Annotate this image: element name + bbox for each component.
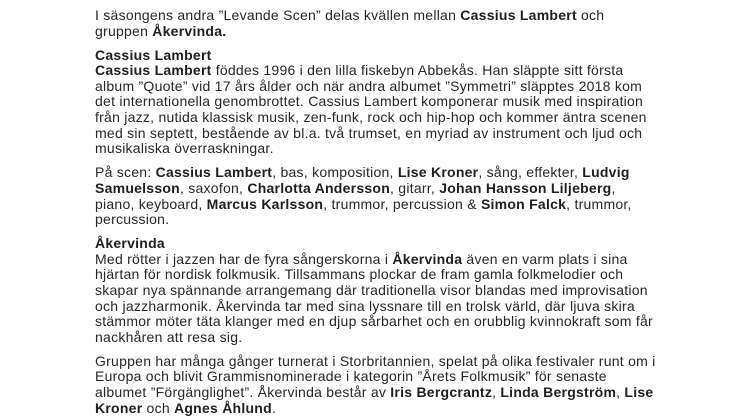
emphasized-name: Simon Falck bbox=[480, 195, 567, 212]
paragraph-akervinda-bio bbox=[95, 236, 657, 345]
text-run: . bbox=[271, 399, 277, 416]
text-run: även en varm plats i sina hjärtan för nordisk folkmusik. Tillsammans plockar de fram gamla folkmelodier och skapar nya spännande arrangemang där traditionella visor blandas med improvisation och jazzharmonik. Åkervinda tar med sina lyssnare till en trolsk värld, där ljuva skira stämmor möter täta klanger med en djup sårbarhet och en orubblig kvinnokraft som får nackhåren att resa sig. bbox=[95, 250, 653, 345]
text-run: , gitarr, bbox=[390, 179, 440, 196]
emphasized-name: Cassius Lambert bbox=[155, 164, 273, 181]
emphasized-name: Cassius Lambert bbox=[95, 62, 212, 79]
section-heading: Cassius Lambert bbox=[95, 46, 212, 63]
text-run: , bas, komposition, bbox=[272, 164, 398, 181]
text-run: På scen: bbox=[95, 164, 156, 181]
text-run: , bbox=[492, 384, 501, 401]
text-run: , saxofon, bbox=[179, 179, 248, 196]
text-run: Gruppen har många gånger turnerat i Storbritannien, spelat på olika festivaler runt om i Europa och blivit Grammisnominerade i kategorin ”Årets Folkmusik” för senaste albumet ”Förgänglighet”. Åkervinda består av bbox=[95, 352, 656, 401]
emphasized-name: Charlotta Andersson bbox=[247, 179, 391, 196]
text-run: , sång, effekter, bbox=[478, 164, 583, 181]
text-run: I säsongens andra ”Levande Scen” delas kvällen mellan bbox=[95, 7, 461, 23]
text-run: , piano, keyboard, bbox=[95, 179, 616, 212]
emphasized-name: Åkervinda. bbox=[152, 22, 227, 39]
emphasized-name: Åkervinda bbox=[392, 250, 463, 267]
emphasized-name: Lise Kroner bbox=[95, 384, 654, 416]
emphasized-name: Agnes Åhlund bbox=[174, 399, 272, 416]
emphasized-name: Iris Bergcrantz bbox=[390, 384, 493, 401]
paragraph-intro bbox=[95, 8, 657, 39]
text-run: , trummor, percussion & bbox=[323, 195, 481, 212]
emphasized-name: Ludvig Samuelsson bbox=[95, 164, 630, 196]
emphasized-name: Marcus Karlsson bbox=[206, 195, 324, 212]
text-run: och bbox=[142, 399, 175, 416]
text-run: , bbox=[616, 384, 625, 401]
text-run: föddes 1996 i den lilla fiskebyn Abbekås. Han släppte sitt första album ”Quote” vid 17 års ålder och när andra albumet ”Symmetri” släpptes 2018 kom det internationella genombrottet. Cassius Lambert komponerar musik med inspiration från jazz, nutida klassisk musik, zen-funk, rock och hip-hop och kommer äntra scenen med sin septett, bestående av bl.a. två trumset, en myriad av instrument och ljud och musikaliska överraskningar. bbox=[95, 62, 647, 157]
text-run: och gruppen bbox=[95, 7, 605, 39]
press-release-body-text bbox=[95, 0, 657, 416]
text-run: , trummor, percussion. bbox=[95, 195, 632, 228]
paragraph-on-stage-lineup bbox=[95, 165, 657, 227]
paragraph-cassius-lambert-bio bbox=[95, 48, 657, 157]
emphasized-name: Johan Hansson Liljeberg bbox=[439, 179, 612, 196]
emphasized-name: Cassius Lambert bbox=[460, 7, 577, 23]
paragraph-akervinda-touring bbox=[95, 354, 657, 416]
section-heading: Åkervinda bbox=[95, 235, 165, 252]
emphasized-name: Linda Bergström bbox=[500, 384, 617, 401]
emphasized-name: Lise Kroner bbox=[397, 164, 479, 181]
text-run: Med rötter i jazzen har de fyra sångerskorna i bbox=[95, 250, 393, 267]
